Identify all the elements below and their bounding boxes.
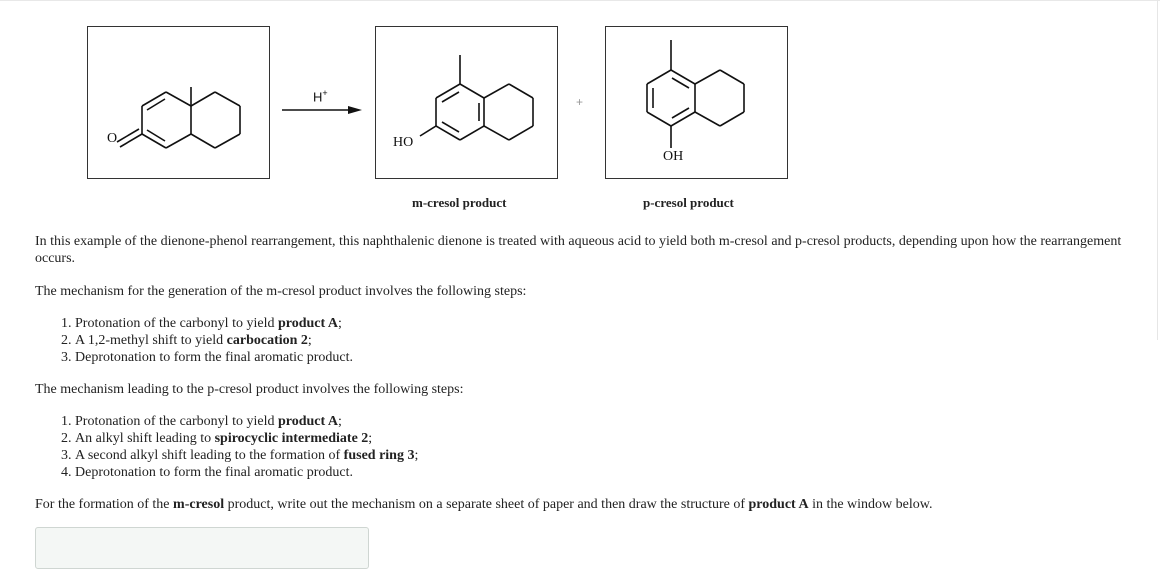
m-cresol-caption: m-cresol product: [412, 195, 507, 210]
step-punct: ;: [307, 333, 312, 348]
top-divider: [0, 0, 1160, 1]
list-item: [75, 315, 1125, 332]
step-text: A 1,2-methyl shift to yield: [75, 333, 227, 348]
step-punct: ;: [368, 431, 373, 446]
instruction-keyword: m-cresol: [173, 497, 225, 512]
plus-sign: +: [576, 95, 584, 109]
p-cresol-structure: [605, 26, 788, 179]
para-mechanism-lead: The mechanism leading to the p-cresol product involves the following steps:: [35, 382, 464, 397]
step-keyword: fused ring 3: [343, 448, 415, 463]
step-punct: ;: [414, 448, 419, 463]
m-cresol-structure: [375, 26, 558, 179]
step-keyword: product A: [277, 414, 339, 429]
para-mechanism-steps: [35, 413, 1125, 481]
right-divider: [1157, 0, 1158, 340]
step-keyword: carbocation 2: [226, 333, 308, 348]
list-item: [75, 413, 1125, 430]
instruction-paragraph: [35, 496, 1125, 513]
reagent-charge: +: [322, 88, 328, 98]
m-cresol-hydroxyl-label: HO: [393, 135, 414, 150]
step-text: Protonation of the carbonyl to yield: [75, 414, 278, 429]
p-cresol-hydroxyl-label: OH: [663, 149, 684, 164]
list-item: [75, 430, 1125, 447]
step-text: An alkyl shift leading to: [75, 431, 215, 446]
step-text: Deprotonation to form the final aromatic product.: [75, 350, 353, 365]
list-item: [75, 349, 1125, 366]
m-cresol-drawing: [376, 27, 557, 178]
drawing-window[interactable]: [35, 527, 369, 569]
step-text: Protonation of the carbonyl to yield: [75, 316, 278, 331]
step-keyword: product A: [277, 316, 339, 331]
list-item: [75, 332, 1125, 349]
reaction-arrow: [282, 104, 364, 116]
meta-mechanism-steps: [35, 315, 1125, 366]
meta-mechanism-lead: The mechanism for the generation of the m-cresol product involves the following steps:: [35, 284, 527, 299]
dienone-drawing: [88, 27, 269, 178]
question-text: [35, 233, 1125, 513]
p-cresol-caption: p-cresol product: [643, 195, 734, 210]
list-item: [75, 447, 1125, 464]
list-item: [75, 464, 1125, 481]
instruction-text: in the window below.: [808, 497, 933, 512]
step-text: Deprotonation to form the final aromatic product.: [75, 465, 353, 480]
reagent-symbol: H: [313, 89, 323, 105]
instruction-text: product, write out the mechanism on a separate sheet of paper and then draw the structure of: [224, 497, 749, 512]
acid-reagent-label: [313, 88, 328, 104]
dienone-structure: [87, 26, 270, 179]
step-punct: ;: [338, 414, 342, 429]
step-keyword: spirocyclic intermediate 2: [214, 431, 369, 446]
instruction-text: For the formation of the: [35, 497, 174, 512]
carbonyl-oxygen-label: O: [107, 131, 118, 146]
intro-paragraph: In this example of the dienone-phenol rearrangement, this naphthalenic dienone is treated with aqueous acid to yield both m-cresol and p-cresol products, depending upon how the rearrangement occurs.: [35, 234, 1122, 266]
instruction-keyword: product A: [748, 497, 809, 512]
step-text: A second alkyl shift leading to the formation of: [75, 448, 344, 463]
p-cresol-drawing: [606, 27, 787, 178]
step-punct: ;: [338, 316, 342, 331]
